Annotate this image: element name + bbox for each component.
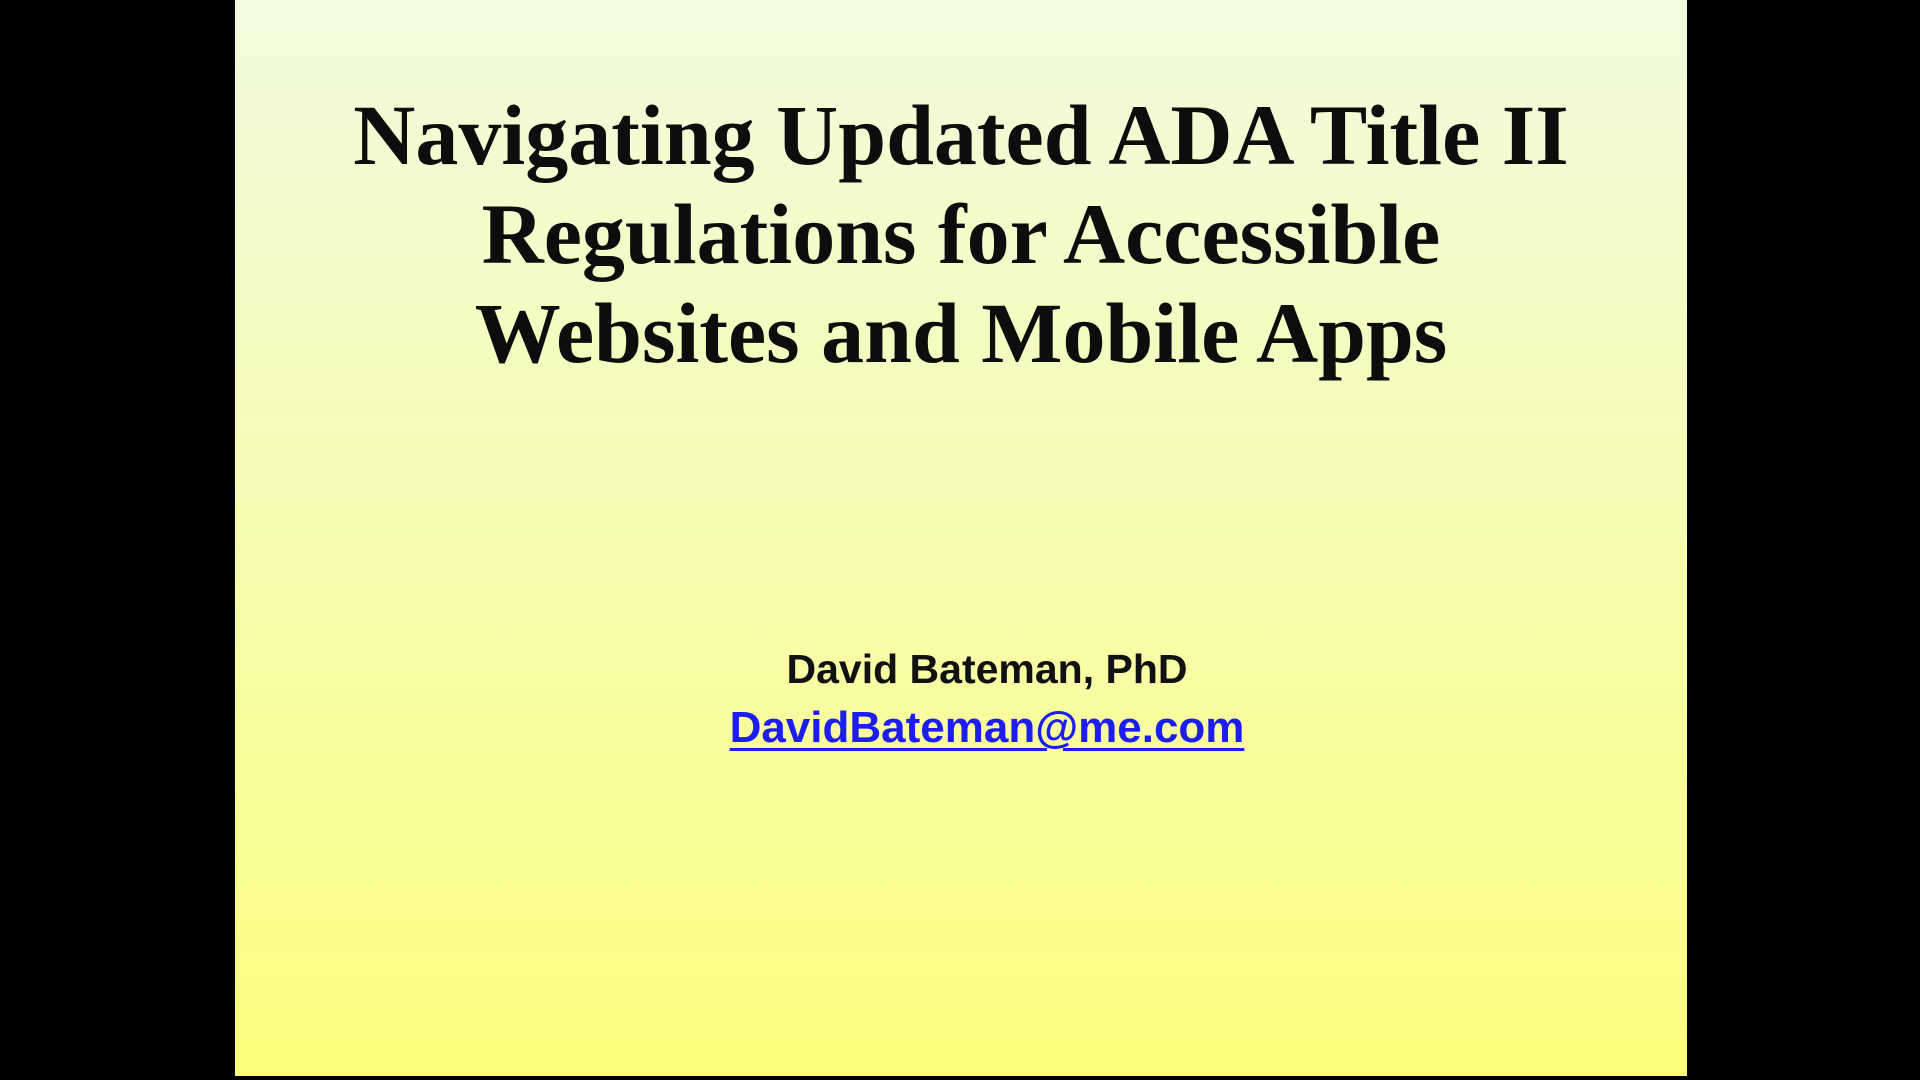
- slide-title-line-3: Websites and Mobile Apps: [474, 285, 1448, 381]
- author-name: David Bateman, PhD: [786, 646, 1188, 692]
- slide-title-line-2: Regulations for Accessible: [481, 186, 1441, 282]
- letterbox-left: [0, 0, 235, 1080]
- title-slide: [235, 0, 1687, 1076]
- letterbox-right: [1687, 0, 1920, 1080]
- slide-title-line-1: Navigating Updated ADA Title II: [353, 87, 1569, 183]
- author-block: [261, 643, 1713, 754]
- author-email-link[interactable]: DavidBateman@me.com: [729, 703, 1245, 752]
- slide-title: [235, 86, 1687, 383]
